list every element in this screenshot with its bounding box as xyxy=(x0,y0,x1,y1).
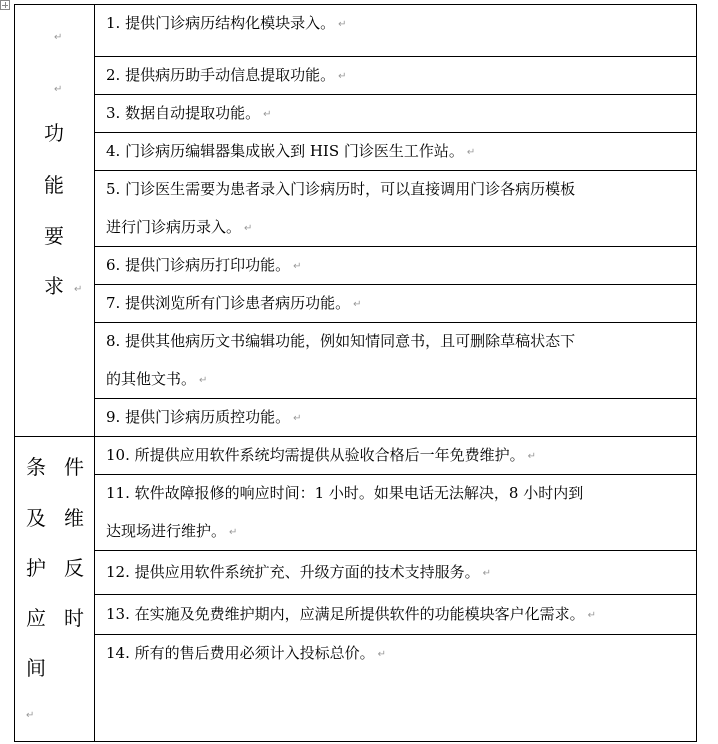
requirement-row: 11. 软件故障报修的响应时间：1 小时。如果电话无法解决，8 小时内到 达现场进行维护。 ↵ xyxy=(106,484,584,540)
column-divider-lower xyxy=(94,436,95,742)
section-label-char: 护 xyxy=(26,556,46,580)
section-label-char: 间 xyxy=(26,656,46,680)
section-label-char: 能 xyxy=(44,173,64,197)
requirement-row: 10. 所提供应用软件系统均需提供从验收合格后一年免费维护。 ↵ xyxy=(106,446,537,464)
section-label-char: 件 xyxy=(64,455,84,479)
requirement-row: 6. 提供门诊病历打印功能。 ↵ xyxy=(106,256,302,274)
section-label-char: 及 xyxy=(26,506,46,530)
requirement-row: 12. 提供应用软件系统扩充、升级方面的技术支持服务。 ↵ xyxy=(106,563,492,581)
column-divider-upper xyxy=(94,4,95,436)
requirement-row: 4. 门诊病历编辑器集成嵌入到 HIS 门诊医生工作站。 ↵ xyxy=(106,142,476,160)
section-label-char: 维 xyxy=(64,506,84,530)
section-label-char: 时 xyxy=(64,606,84,630)
table-border-bottom xyxy=(14,741,697,742)
table-border-left xyxy=(14,4,15,742)
section-label-char: 求 xyxy=(44,274,64,298)
requirement-row: 8. 提供其他病历文书编辑功能，例如知情同意书，且可删除草稿状态下 的其他文书。 ↵ xyxy=(106,332,576,388)
requirement-row: 14. 所有的售后费用必须计入投标总价。 ↵ xyxy=(106,644,387,662)
section-label-char: 反 xyxy=(64,556,84,580)
section-label-char: 应 xyxy=(26,606,46,630)
requirement-row: 2. 提供病历助手动信息提取功能。 ↵ xyxy=(106,66,347,84)
requirements-table: ↵ ↵ 功 能 要 求 ↵ 条 件 及 维 护 反 应 时 间 ↵ 1. 提供门诊病历结构化模块录入。 ↵ 2. 提供病历助手动信息提取功能。 ↵ 3. 数据自动提取功能。 ↵ 4. 门诊病历编辑器集成嵌入到 HIS 门诊医生工作站。 ↵ 5. 门诊医生需要为患者录入门诊病历时，可以直接调用门诊各病历模板 进行门诊病历录入。 ↵ 6. 提供门诊病历打印功能。 ↵ 7. 提供浏览所有门诊患者病历功能。 ↵ 8. 提供其他病历文书编辑功能，例如知情同意书，且可删除草稿状态下 的其他文书。 ↵ 9. 提供门诊病历质控功能。 ↵ 10. 所提供应用软件系统均需提供从验收合格后一年免费维护。 ↵ 11. 软件故障报修的响应时间：1 小时。如果电话无法解决，8 小时内到 达现场进行维护。 ↵ 12. 提供应用软件系统扩充、升级方面的技术支持服务。 ↵ 13. 在实施及免费维护期内，应满足所提供软件的功能模块客户化需求。 ↵ 14. 所有的售后费用必须计入投标总价。 ↵ xyxy=(14,4,698,742)
requirement-row: 3. 数据自动提取功能。 ↵ xyxy=(106,104,272,122)
requirement-row: 7. 提供浏览所有门诊患者病历功能。 ↵ xyxy=(106,294,362,312)
section-label-char: 条 xyxy=(26,455,46,479)
section-label-char: 要 xyxy=(44,224,64,248)
requirement-row: 9. 提供门诊病历质控功能。 ↵ xyxy=(106,408,302,426)
section-label-char: 功 xyxy=(44,121,64,145)
table-move-handle[interactable] xyxy=(0,0,10,10)
requirement-row: 5. 门诊医生需要为患者录入门诊病历时，可以直接调用门诊各病历模板 进行门诊病历录入。 ↵ xyxy=(106,180,576,236)
requirement-row: 1. 提供门诊病历结构化模块录入。 ↵ xyxy=(106,14,347,32)
requirement-row: 13. 在实施及免费维护期内，应满足所提供软件的功能模块客户化需求。 ↵ xyxy=(106,605,597,623)
